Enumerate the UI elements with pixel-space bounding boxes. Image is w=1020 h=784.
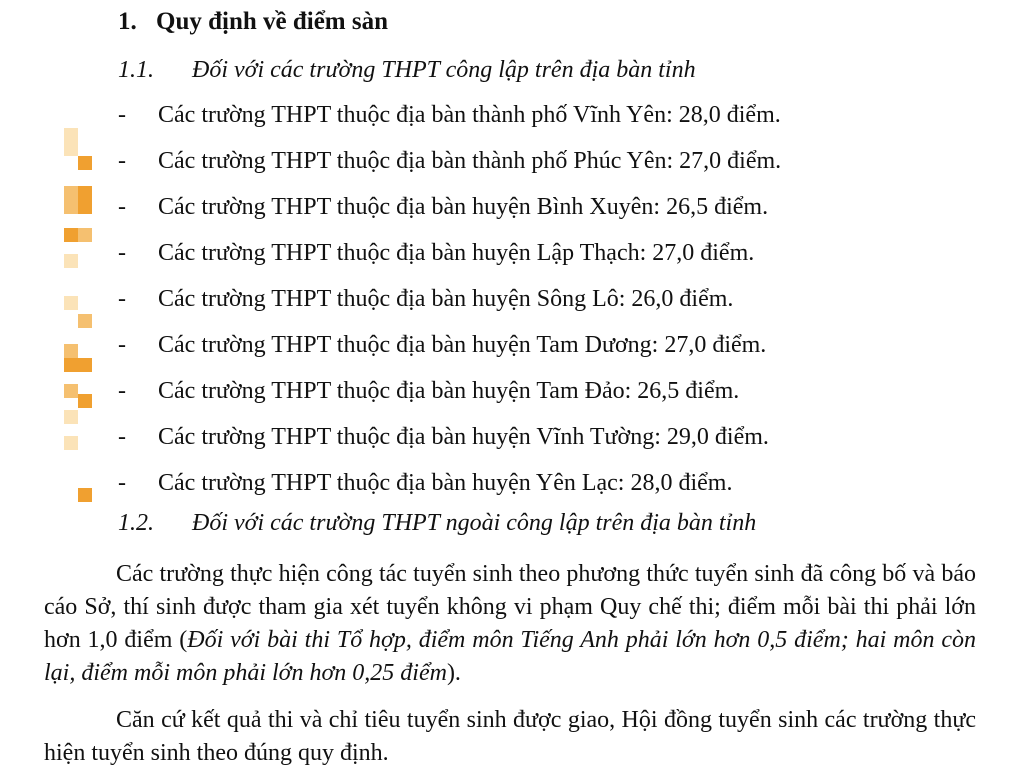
margin-decoration	[62, 120, 102, 520]
paragraph-conclusion	[44, 704, 976, 770]
list-item	[118, 332, 766, 359]
list-item-text: Các trường THPT thuộc địa bàn huyện Vĩnh Tường: 29,0 điểm.	[158, 424, 769, 450]
paragraph-text: Các trường thực hiện công tác tuyển sinh theo phương thức tuyển sinh đã công bố và báo cáo Sở, thí sinh được tham gia xét tuyển không vi phạm Quy chế thi; điểm mỗi bài thi phải lớn hơn 1,0 điểm (	[44, 561, 976, 653]
section-title: Quy định về điểm sàn	[156, 8, 389, 35]
subsection-heading-1-2	[118, 510, 756, 537]
list-item	[118, 286, 733, 313]
subsection-number: 1.2.	[118, 510, 154, 536]
list-item-text: Các trường THPT thuộc địa bàn thành phố Phúc Yên: 27,0 điểm.	[158, 148, 782, 174]
paragraph-italic-note: Đối với bài thi Tổ hợp, điểm môn Tiếng Anh phải lớn hơn 0,5 điểm; hai môn còn lại, điểm mỗi môn phải lớn hơn 0,25 điểm	[44, 627, 977, 686]
subsection-number: 1.1.	[118, 57, 154, 83]
list-item-text: Các trường THPT thuộc địa bàn huyện Sông Lô: 26,0 điểm.	[158, 286, 734, 312]
bullet-dash: -	[118, 470, 126, 496]
bullet-dash: -	[118, 286, 126, 312]
bullet-dash: -	[118, 102, 126, 128]
list-item	[118, 194, 768, 221]
list-item-text: Các trường THPT thuộc địa bàn huyện Lập Thạch: 27,0 điểm.	[158, 240, 755, 266]
list-item	[118, 240, 754, 267]
subsection-heading-1-1	[118, 57, 696, 84]
list-item	[118, 148, 781, 175]
list-item-text: Các trường THPT thuộc địa bàn huyện Tam Dương: 27,0 điểm.	[158, 332, 767, 358]
bullet-dash: -	[118, 194, 126, 220]
list-item	[118, 378, 739, 405]
subsection-title: Đối với các trường THPT công lập trên địa bàn tỉnh	[192, 57, 696, 83]
paragraph-text: Căn cứ kết quả thi và chỉ tiêu tuyển sinh được giao, Hội đồng tuyển sinh các trường thực hiện tuyển sinh theo đúng quy định.	[44, 707, 976, 766]
list-item	[118, 102, 781, 129]
list-item-text: Các trường THPT thuộc địa bàn huyện Yên Lạc: 28,0 điểm.	[158, 470, 733, 496]
section-number: 1.	[118, 8, 137, 35]
list-item	[118, 424, 769, 451]
bullet-dash: -	[118, 332, 126, 358]
bullet-dash: -	[118, 424, 126, 450]
paragraph-non-public	[44, 558, 976, 690]
subsection-title: Đối với các trường THPT ngoài công lập trên địa bàn tỉnh	[192, 510, 757, 536]
bullet-dash: -	[118, 240, 126, 266]
bullet-dash: -	[118, 378, 126, 404]
bullet-dash: -	[118, 148, 126, 174]
list-item-text: Các trường THPT thuộc địa bàn thành phố Vĩnh Yên: 28,0 điểm.	[158, 102, 781, 128]
section-heading	[118, 8, 388, 36]
list-item-text: Các trường THPT thuộc địa bàn huyện Bình Xuyên: 26,5 điểm.	[158, 194, 769, 220]
list-item-text: Các trường THPT thuộc địa bàn huyện Tam Đảo: 26,5 điểm.	[158, 378, 740, 404]
list-item	[118, 470, 732, 497]
paragraph-tail: ).	[446, 660, 461, 686]
